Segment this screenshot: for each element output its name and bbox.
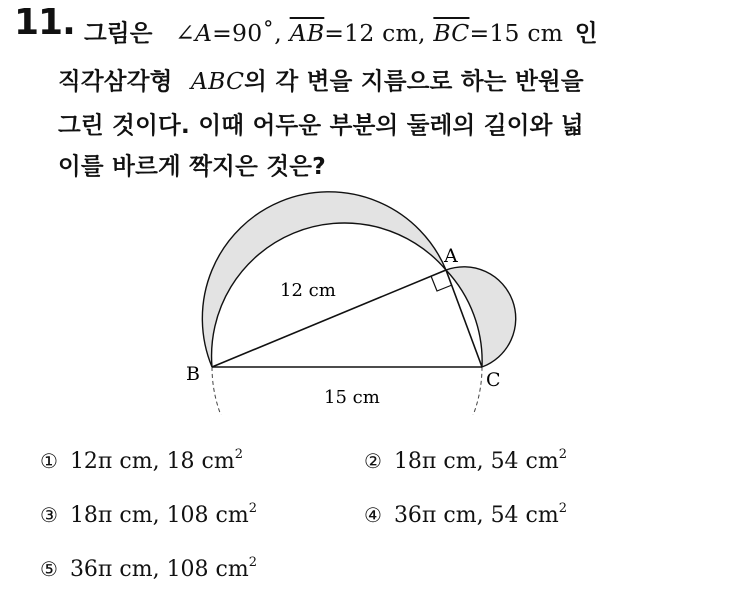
- label-b: B: [186, 363, 200, 385]
- choice-mark: ①: [40, 449, 58, 473]
- choice-area: 108 cm: [166, 557, 249, 582]
- segment-ab-length: =12 cm,: [324, 19, 426, 47]
- line1-end: 인: [574, 19, 598, 47]
- choice-area: 54 cm: [490, 449, 559, 474]
- semicircle-figure: [180, 190, 530, 415]
- choice-mark: ②: [364, 449, 382, 473]
- intro-text: 그림은: [84, 19, 153, 47]
- choice-area-exp: 2: [234, 447, 244, 462]
- choice-mark: ③: [40, 503, 58, 527]
- angle-value: =90˚,: [212, 19, 282, 47]
- angle-symbol: ∠: [175, 19, 195, 47]
- angle-vertex: A: [194, 19, 213, 47]
- label-ab-length: 12 cm: [280, 280, 336, 301]
- choice-4[interactable]: [364, 501, 567, 528]
- label-c: C: [486, 369, 501, 391]
- choice-area-exp: 2: [558, 501, 568, 516]
- choice-mark: ④: [364, 503, 382, 527]
- choice-1[interactable]: [40, 447, 243, 474]
- choice-3[interactable]: [40, 501, 257, 528]
- triangle-name: ABC: [190, 67, 245, 95]
- question-number: 11.: [14, 2, 75, 43]
- choice-area-exp: 2: [248, 501, 258, 516]
- choice-mark: ⑤: [40, 557, 58, 581]
- choice-2[interactable]: [364, 447, 567, 474]
- segment-ab: $\overline{AB}$: [289, 19, 325, 47]
- question-line-2: [58, 62, 584, 96]
- choice-perimeter: 12π cm,: [69, 449, 160, 474]
- choice-area: 54 cm: [490, 503, 559, 528]
- line2-prefix: 직각삼각형: [58, 67, 173, 95]
- choice-area-exp: 2: [558, 447, 568, 462]
- choice-perimeter: 18π cm,: [393, 449, 484, 474]
- segment-bc-length: =15 cm: [469, 19, 564, 47]
- question-line-4: 이를 바르게 짝지은 것은?: [58, 152, 326, 180]
- choice-5[interactable]: [40, 555, 257, 582]
- question-line-3: 그린 것이다. 이때 어두운 부분의 둘레의 길이와 넓: [58, 111, 584, 139]
- question-line-1: [84, 14, 598, 48]
- choice-area: 108 cm: [166, 503, 249, 528]
- choice-area-exp: 2: [248, 555, 258, 570]
- label-a: A: [444, 245, 458, 267]
- line2-suffix: 의 각 변을 지름으로 하는 반원을: [244, 67, 584, 95]
- choice-perimeter: 36π cm,: [393, 503, 484, 528]
- label-bc-length: 15 cm: [324, 387, 380, 408]
- choice-perimeter: 36π cm,: [69, 557, 160, 582]
- shaded-lune-ac: [446, 267, 516, 367]
- choice-area: 18 cm: [166, 449, 235, 474]
- segment-bc: $\overline{BC}$: [433, 19, 470, 47]
- choice-perimeter: 18π cm,: [69, 503, 160, 528]
